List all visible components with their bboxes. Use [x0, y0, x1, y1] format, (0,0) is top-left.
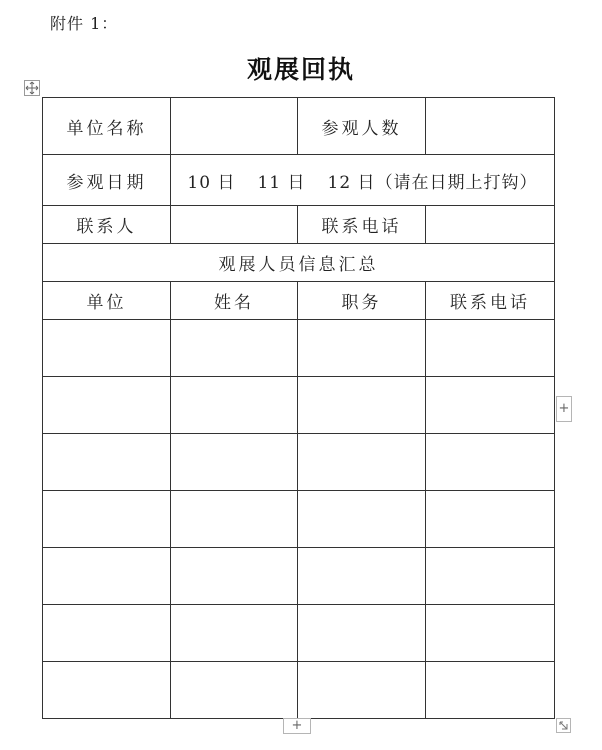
row-phone-cell[interactable]	[426, 662, 555, 719]
row-unit-cell[interactable]	[43, 377, 171, 434]
row-unit-cell[interactable]	[43, 548, 171, 605]
contact-phone-label: 联系电话	[298, 206, 426, 244]
page-title: 观展回执	[246, 55, 355, 84]
visit-date-label: 参观日期	[43, 155, 171, 206]
row-name-cell[interactable]	[171, 491, 298, 548]
row-phone-cell[interactable]	[426, 605, 555, 662]
row-position-cell[interactable]	[298, 548, 426, 605]
row-name-cell[interactable]	[171, 320, 298, 377]
visitor-count-label: 参观人数	[298, 98, 426, 155]
row-unit-cell[interactable]	[43, 320, 171, 377]
date-option-12[interactable]: 12 日	[327, 172, 376, 193]
row-phone-cell[interactable]	[426, 548, 555, 605]
move-icon	[25, 81, 39, 95]
row-position-cell[interactable]	[298, 662, 426, 719]
add-column-button[interactable]: +	[556, 396, 572, 422]
row-position-cell[interactable]	[298, 491, 426, 548]
receipt-form-table	[42, 97, 555, 719]
table-resize-handle[interactable]	[556, 718, 571, 733]
table-row	[43, 434, 555, 491]
row-unit-cell[interactable]	[43, 491, 171, 548]
table-move-handle[interactable]	[24, 80, 40, 96]
visitor-count-field[interactable]	[426, 98, 555, 155]
row-phone-cell[interactable]	[426, 434, 555, 491]
add-row-button[interactable]: +	[283, 718, 311, 734]
form-row-date	[43, 155, 555, 206]
resize-icon	[557, 719, 570, 732]
column-header-name: 姓名	[171, 282, 298, 320]
date-option-11[interactable]: 11 日	[257, 172, 306, 193]
row-name-cell[interactable]	[171, 377, 298, 434]
row-unit-cell[interactable]	[43, 434, 171, 491]
column-header-position: 职务	[298, 282, 426, 320]
unit-name-field[interactable]	[171, 98, 298, 155]
visit-date-options	[171, 155, 555, 206]
row-name-cell[interactable]	[171, 605, 298, 662]
table-row	[43, 377, 555, 434]
form-row-summary-header	[43, 244, 555, 282]
row-position-cell[interactable]	[298, 434, 426, 491]
date-hint: （请在日期上打钩）	[375, 172, 538, 193]
row-phone-cell[interactable]	[426, 377, 555, 434]
row-unit-cell[interactable]	[43, 605, 171, 662]
row-phone-cell[interactable]	[426, 320, 555, 377]
column-header-phone: 联系电话	[426, 282, 555, 320]
row-position-cell[interactable]	[298, 605, 426, 662]
summary-header: 观展人员信息汇总	[43, 244, 555, 282]
column-header-unit: 单位	[43, 282, 171, 320]
row-name-cell[interactable]	[171, 662, 298, 719]
table-row	[43, 491, 555, 548]
row-name-cell[interactable]	[171, 434, 298, 491]
attachment-label: 附件 1：	[50, 14, 119, 33]
date-option-10[interactable]: 10 日	[187, 172, 236, 193]
row-position-cell[interactable]	[298, 377, 426, 434]
column-header-row	[43, 282, 555, 320]
contact-person-label: 联系人	[43, 206, 171, 244]
contact-person-field[interactable]	[171, 206, 298, 244]
row-name-cell[interactable]	[171, 548, 298, 605]
table-row	[43, 320, 555, 377]
row-position-cell[interactable]	[298, 320, 426, 377]
form-row-contact	[43, 206, 555, 244]
table-row	[43, 548, 555, 605]
table-row	[43, 662, 555, 719]
table-row	[43, 605, 555, 662]
unit-name-label: 单位名称	[43, 98, 171, 155]
form-row-unit	[43, 98, 555, 155]
row-unit-cell[interactable]	[43, 662, 171, 719]
row-phone-cell[interactable]	[426, 491, 555, 548]
contact-phone-field[interactable]	[426, 206, 555, 244]
